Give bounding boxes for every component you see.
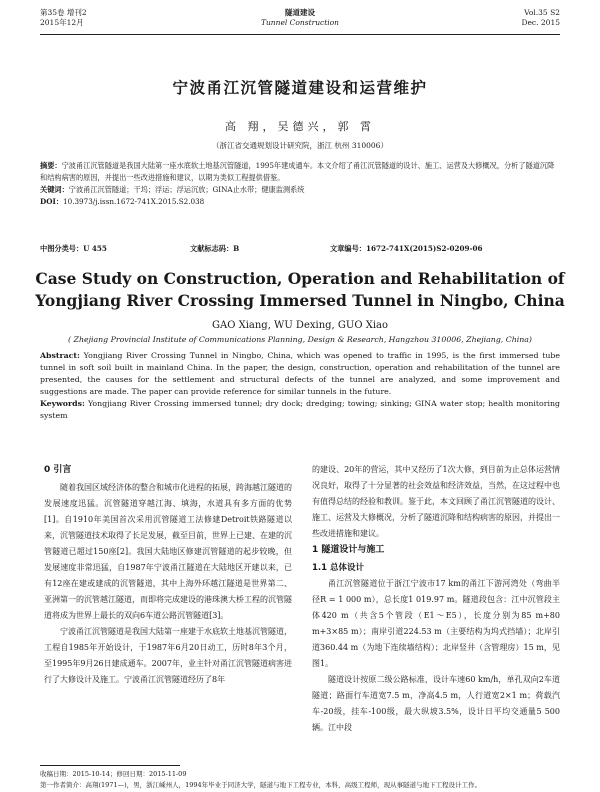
title-cn: 宁波甬江沉管隧道建设和运营维护	[172, 79, 428, 97]
body-paragraph: 隧道设计按原二级公路标准，设计车速60 km/h，单孔双向2车道隧道；路面行车道宽7.5 m，净高4.5 m，人行道宽2×1 m；荷载汽车-20级，挂车-100级，最大纵坡3.5%，设计日平均交通量5 500辆。江中段	[312, 675, 560, 732]
running-header	[40, 8, 560, 30]
keywords-cn-text: 宁波甬江沉管隧道；干坞；浮运；浮运沉放；GINA止水带；健康监测系统	[68, 185, 305, 194]
doi-text: 10.3973/j.issn.1672-741X.2015.S2.038	[63, 197, 205, 206]
section-0-heading: 0 引言	[44, 465, 72, 475]
clc-number: 中图分类号：U 455	[40, 244, 107, 253]
footnote-rule	[40, 765, 180, 766]
authors-en: GAO Xiang, WU Dexing, GUO Xiao	[211, 320, 388, 331]
abstract-en	[40, 350, 560, 398]
section-1-heading: 1 隧道设计与施工	[312, 545, 385, 555]
abstract-en-text: Yongjiang River Crossing Tunnel in Ningbo, China, which was opened to traffic in 1995, is the first immersed tube tunnel in soft soil built in mainland China. In the paper, the design, construction, operation and rehabilitation of the tunnel are presented, the causes for the settlement and structural defects of the tunnel are analyzed, and some improvement and suggestions are made. The paper can provide reference for similar tunnels in the future.	[40, 351, 560, 396]
body-column-right	[312, 462, 560, 736]
abstract-block-cn	[40, 160, 560, 208]
doi-label: DOI：	[40, 197, 64, 206]
abstract-cn-text: 宁波甬江沉管隧道是我国大陆第一座水底软土地基沉管隧道，1995年建成通车。本文介绍了甬江沉管隧道的设计、施工、运营及大修概况，分析了隧道沉降和结构病害的原因，并提出一些改进措施和建议，以期为类似工程提供借鉴。	[40, 161, 555, 182]
author-bio: 第一作者简介：高翔(1971—)，男，浙江嵊州人，1994年毕业于同济大学，隧道与地下工程专业，本科，高级工程师，现从事隧道与地下工程设计工作。	[40, 781, 482, 789]
article-number: 文章编号：1672-741X(2015)S2-0209-06	[330, 244, 483, 253]
body-paragraph: 随着我国区域经济体的整合和城市化进程的拓展，跨海越江隧道的发展速度迅猛。沉管隧道穿越江海、填海，水道具有多方面的优势[1]。自1910年美国首次采用沉管隧道工法修建Detroit铁路隧道以来，沉管隧道技术取得了长足发展，截至目前，世界上已建、在建的沉管隧道已超过150座[2]。我国大陆地区修建沉管隧道的起步较晚，但发展速度非常迅猛，自1987年宁波甬江隧道在大陆地区开建以来，已有12座在建或建成的沉管隧道，其中上海外环越江隧道是世界第二、亚洲第一的沉管越江隧道，而即将完成建设的港珠澳大桥工程的沉管隧道将成为世界上最长的双向6车道公路沉管隧道[3]。	[44, 483, 292, 620]
authors-cn: 高 翔，吴德兴，郭 霄	[225, 120, 375, 133]
header-right	[521, 8, 560, 28]
journal-name-cn: 隧道建设	[285, 8, 315, 17]
body-paragraph: 甬江沉管隧道位于浙江宁波市17 km的甬江下游河湾处（弯曲半径R = 1 000 m），总长度1 019.97 m。隧道段包含：江中沉管段主体420 m（共含5个管段（E1～E5），长度分别为85 m+80 m+3×85 m）；南岸引道224.53 m（主要结构为坞式挡墙）；北岸引道360.44 m（为地下连续墙结构）；北岸竖井（含管理房）15 m，见图1。	[312, 579, 560, 668]
body-paragraph: 的建设、20年的营运，其中又经历了1次大修，到目前为止总体运营情况良好，取得了十分显著的社会效益和经济效益，当然，在这过程中也有值得总结的经验和教训。鉴于此，本文回顾了甬江沉管隧道的设计、施工、运营及大修概况，分析了隧道沉降和结构病害的原因，并提出一些改进措施和建议。	[312, 465, 560, 538]
body-paragraph: 宁波甬江沉管隧道是我国大陆第一座建于水底软土地基沉管隧道，工程自1985年开始设计，于1987年6月20日动工，历时8年3个月，至1995年9月26日建成通车。2007年，业主针对甬江沉管隧道病害进行了大修设计及施工。宁波甬江沉管隧道经历了8年	[44, 627, 292, 684]
section-1-1-heading: 1.1 总体设计	[312, 563, 365, 573]
keywords-en	[40, 398, 560, 422]
abstract-en-label: Abstract:	[40, 351, 80, 360]
doi-line	[40, 196, 560, 208]
volume-cn: 第35卷 增刊2	[40, 8, 87, 17]
keywords-en-label: Keywords:	[40, 399, 85, 408]
journal-name-en: Tunnel Construction	[260, 18, 340, 27]
keywords-cn	[40, 184, 560, 196]
header-rule	[40, 34, 560, 35]
document-code: 文献标志码：B	[190, 244, 240, 253]
keywords-en-text: Yongjiang River Crossing immersed tunnel; dry dock; dredging; towing; sinking; GINA water stop; health monitoring system	[40, 399, 560, 420]
volume-en: Vol.35 S2	[524, 8, 560, 17]
body-column-left	[44, 462, 292, 688]
classification-row	[40, 244, 560, 256]
title-en: Case Study on Construction, Operation and Rehabilitation of Yongjiang River Crossing Immersed Tunnel in Ningbo, China	[35, 269, 565, 310]
abstract-block-en	[40, 350, 560, 422]
abstract-cn-label: 摘要：	[40, 161, 62, 170]
date-cn: 2015年12月	[40, 18, 84, 27]
received-date: 收稿日期：2015-10-14；修回日期：2015-11-09	[40, 770, 187, 778]
keywords-cn-label: 关键词：	[40, 185, 69, 194]
date-en: Dec. 2015	[521, 18, 560, 27]
affiliation-cn: （浙江省交通规划设计研究院，浙江 杭州 310006）	[212, 141, 388, 150]
abstract-cn	[40, 160, 560, 184]
header-center	[40, 8, 560, 28]
affiliation-en: ( Zhejiang Provincial Institute of Communications Planning, Design & Research, Hangzhou 310006, Zhejiang, China)	[68, 335, 532, 344]
